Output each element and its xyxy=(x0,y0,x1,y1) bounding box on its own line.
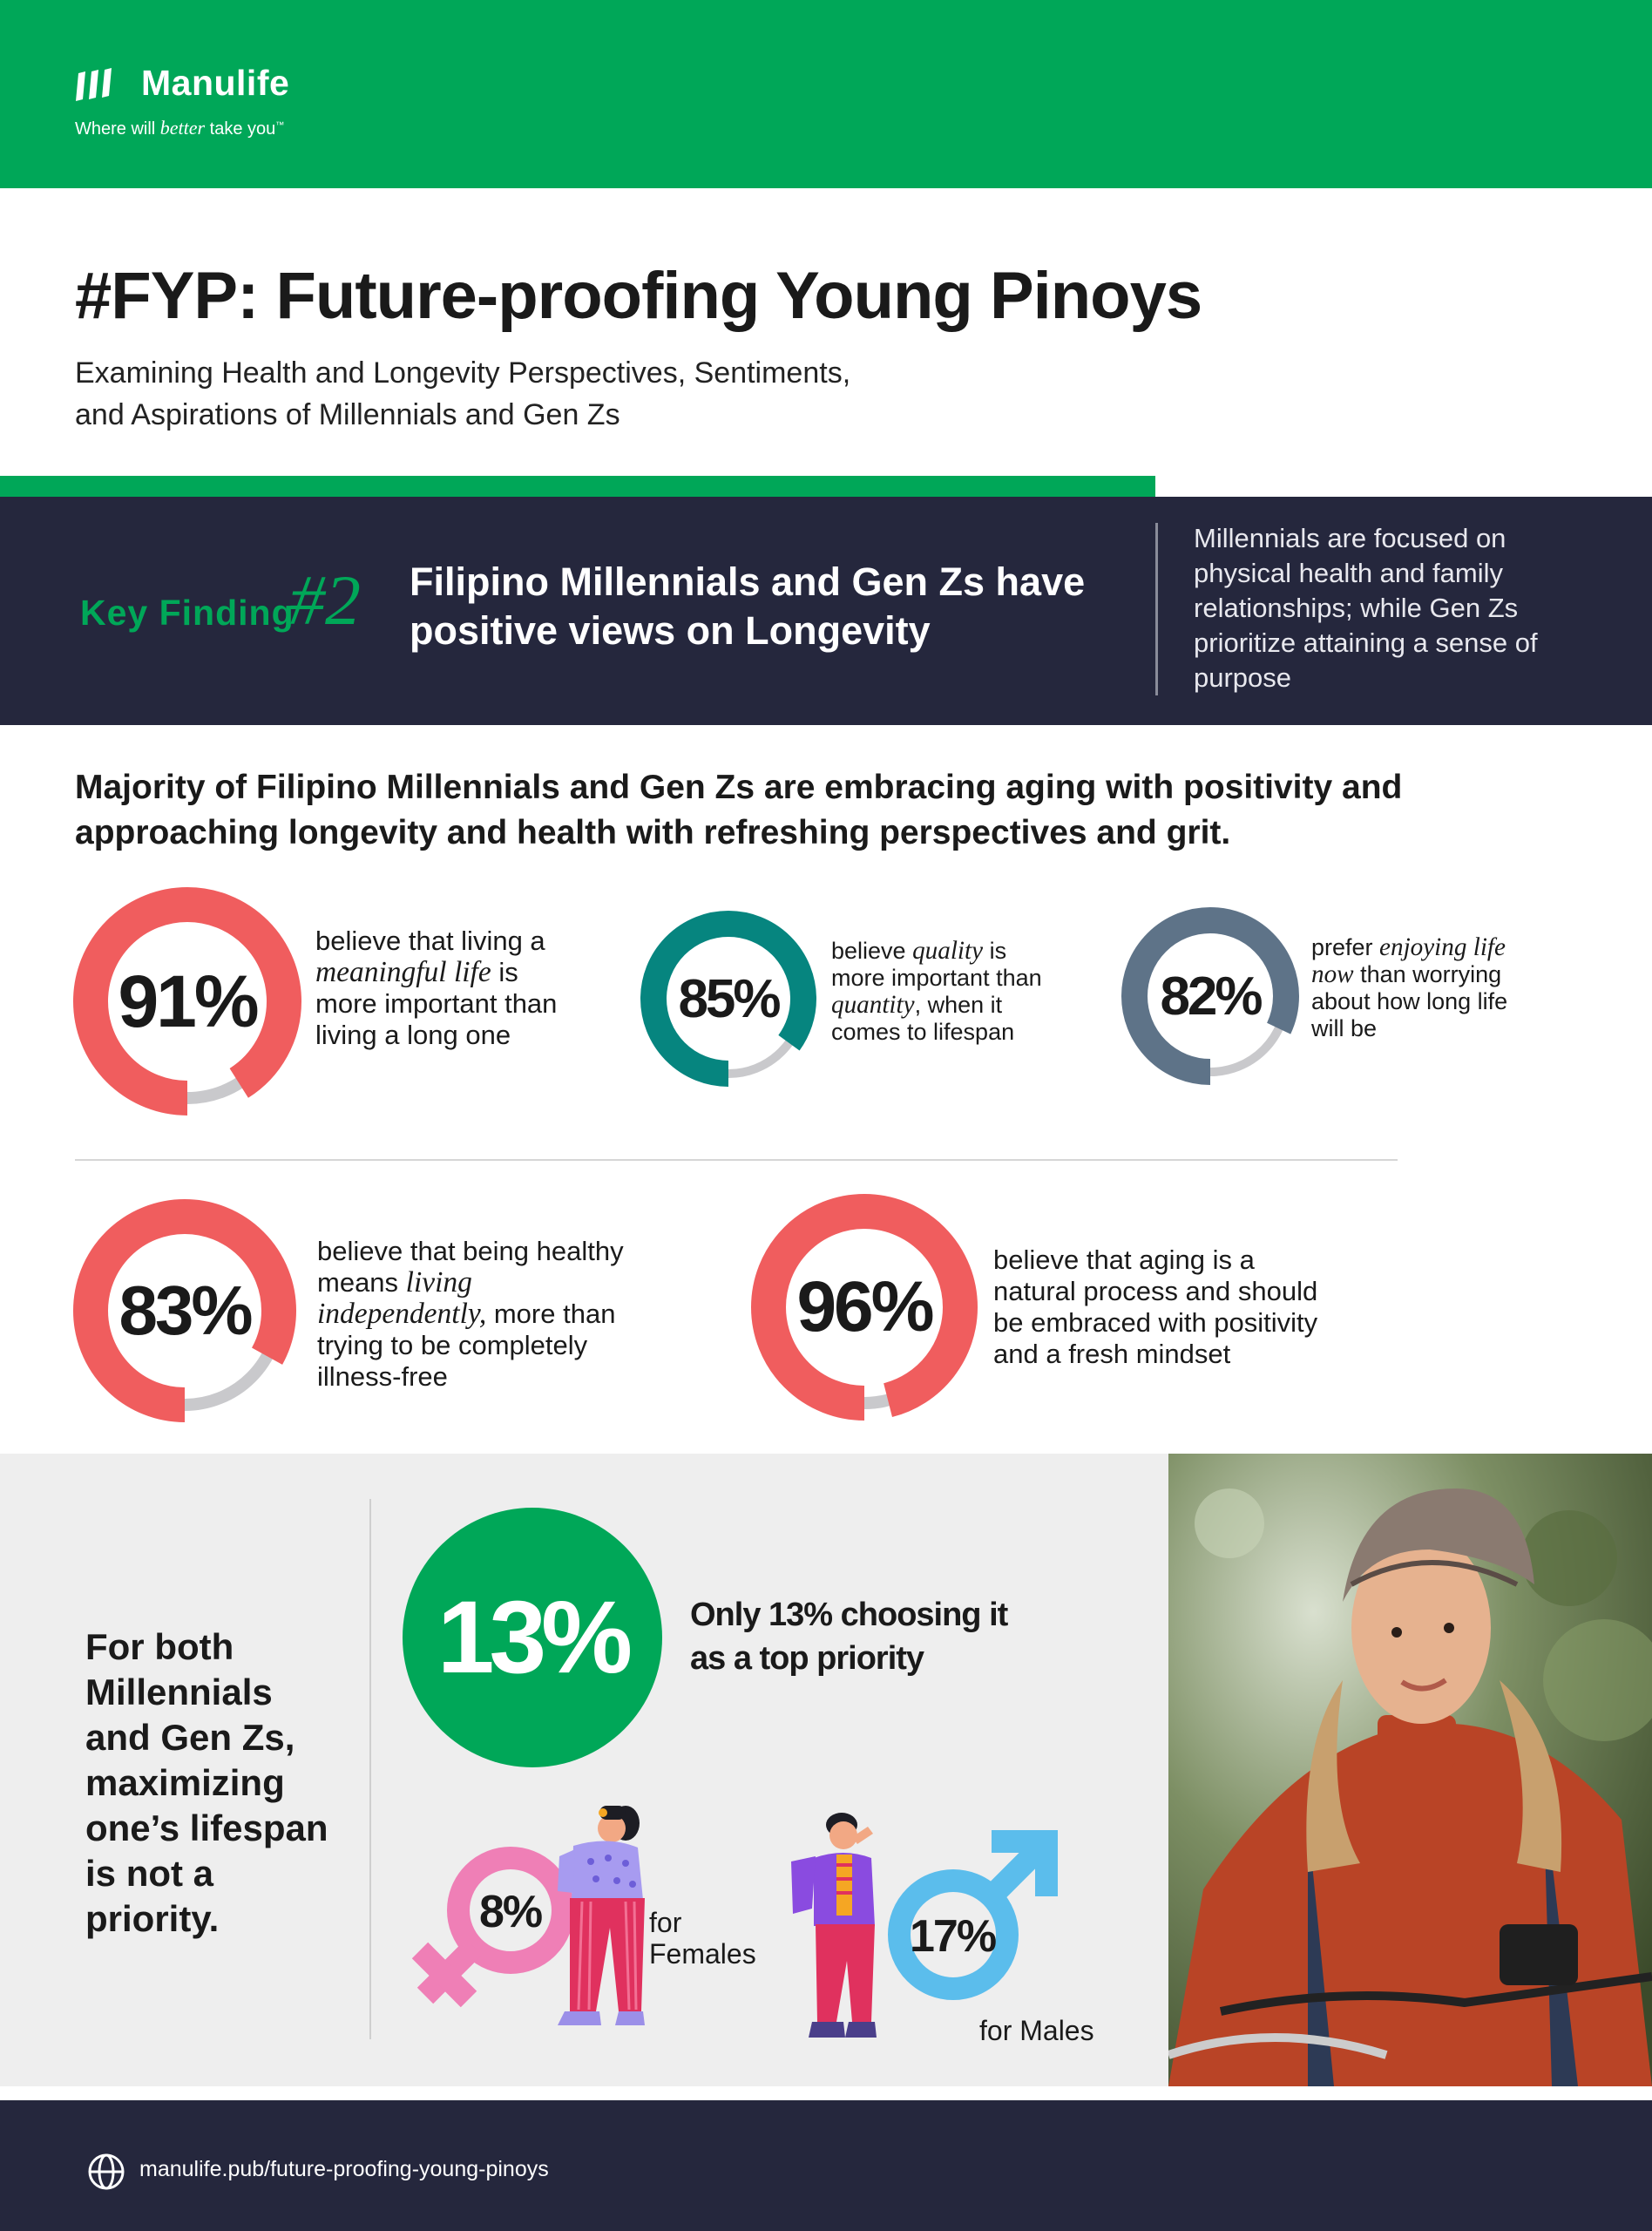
section-intro: Majority of Filipino Millennials and Gen Zs are embracing aging with positivity and approaching longevity and health with refreshing perspectives and grit. xyxy=(75,769,1403,851)
stat-description: believe that aging is a natural process and should be embraced with positivity and a fresh mindset xyxy=(993,1244,1318,1369)
brand-name: Manulife xyxy=(141,63,290,103)
page-title: #FYP: Future-proofing Young Pinoys xyxy=(75,259,1202,333)
stat-description: believe quality is more important than quantity, when it comes to lifespan xyxy=(831,937,1042,1045)
footer-link[interactable]: manulife.pub/future-proofing-young-pinoys xyxy=(139,2157,549,2181)
male-value: 17% xyxy=(910,1911,996,1962)
divider xyxy=(369,1499,371,2039)
priority-big-note: Only 13% choosing it as a top priority xyxy=(690,1597,1008,1677)
female-value: 8% xyxy=(479,1887,542,1937)
stat-value: 96% xyxy=(796,1267,932,1346)
cyclist-photo xyxy=(1168,1454,1652,2086)
priority-big-stat xyxy=(403,1508,662,1767)
divider xyxy=(1155,523,1158,695)
accent-line xyxy=(0,476,1155,497)
stat-value: 91% xyxy=(118,960,257,1042)
key-finding-headline: Filipino Millennials and Gen Zs have positive views on Longevity xyxy=(410,559,1086,653)
stat-donut-82 xyxy=(1121,906,1300,1086)
page-subtitle: Examining Health and Longevity Perspectives, Sentiments, and Aspirations of Millennials and Gen Zs xyxy=(75,356,851,431)
stat-description: prefer enjoying life now than worrying about how long life will be xyxy=(1311,933,1508,1041)
key-finding-side-note: Millennials are focused on physical health and family relationships; while Gen Zs prioritize attaining a sense of purpose xyxy=(1194,523,1538,693)
divider xyxy=(75,1159,1398,1161)
female-label: for Females xyxy=(649,1907,756,1970)
stat-donut-91 xyxy=(73,887,301,1116)
woman-illustration xyxy=(538,1797,660,2034)
priority-big-value: 13% xyxy=(437,1580,628,1695)
stat-description: believe that being healthy means living independently, more than trying to be completely illness-free xyxy=(317,1236,624,1392)
male-label: for Males xyxy=(979,2015,1094,2046)
brand-tagline: Where will better take you™ xyxy=(75,117,285,139)
stat-value: 83% xyxy=(118,1271,251,1349)
manulife-logo-icon xyxy=(75,68,115,103)
stat-value: 82% xyxy=(1160,966,1261,1027)
globe-icon xyxy=(87,2153,125,2191)
stat-description: believe that living a meaningful life is more important than living a long one xyxy=(315,926,558,1050)
stat-donut-83 xyxy=(73,1199,296,1422)
key-finding-label: Key Finding xyxy=(80,593,295,633)
stat-donut-96 xyxy=(751,1194,978,1421)
stat-value: 85% xyxy=(678,968,779,1029)
priority-lead-text: For both Millennials and Gen Zs, maximizing one’s lifespan is not a priority. xyxy=(85,1626,328,1939)
stat-donut-85 xyxy=(640,910,817,1088)
key-finding-number: #2 xyxy=(289,560,361,640)
